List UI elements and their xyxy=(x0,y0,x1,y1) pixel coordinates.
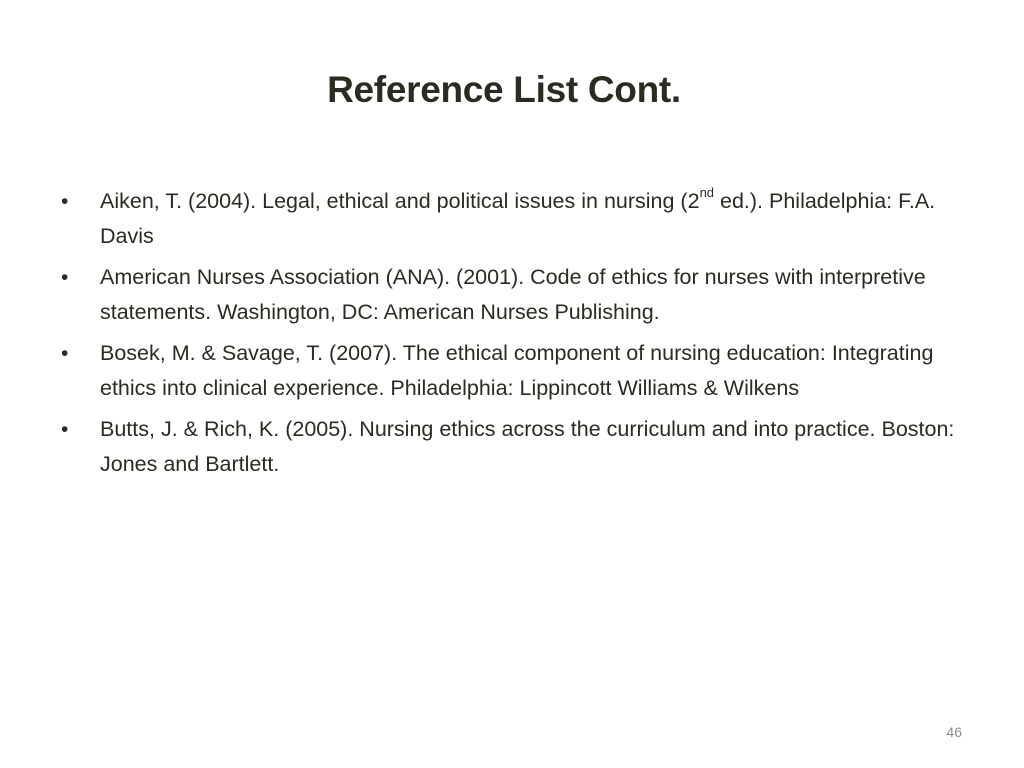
reference-text: American Nurses Association (ANA). (2001). Code of ethics for nurses with interpretive statements. Washington, DC: American Nurses Publishing. xyxy=(100,265,926,324)
reference-text: Bosek, M. & Savage, T. (2007). The ethical component of nursing education: Integrating ethics into clinical experience. Philadelphia: Lippincott Williams & Wilkens xyxy=(100,341,934,400)
bullet-icon: • xyxy=(61,190,69,213)
reference-item xyxy=(57,184,977,254)
reference-text: ed.). Philadelphia: F.A. Davis xyxy=(100,189,936,248)
reference-item xyxy=(57,336,977,406)
bullet-icon: • xyxy=(61,266,69,289)
bullet-icon: • xyxy=(61,418,69,441)
reference-list xyxy=(57,184,977,488)
bullet-icon: • xyxy=(61,342,69,365)
superscript: nd xyxy=(699,185,715,200)
reference-item xyxy=(57,260,977,330)
slide-title: Reference List Cont. xyxy=(327,69,681,110)
reference-text: Aiken, T. (2004). Legal, ethical and political issues in nursing (2 xyxy=(100,189,700,213)
reference-text: Butts, J. & Rich, K. (2005). Nursing ethics across the curriculum and into practice. Boston: Jones and Bartlett. xyxy=(100,417,955,476)
reference-item xyxy=(57,412,977,482)
page-number: 46 xyxy=(946,724,962,740)
